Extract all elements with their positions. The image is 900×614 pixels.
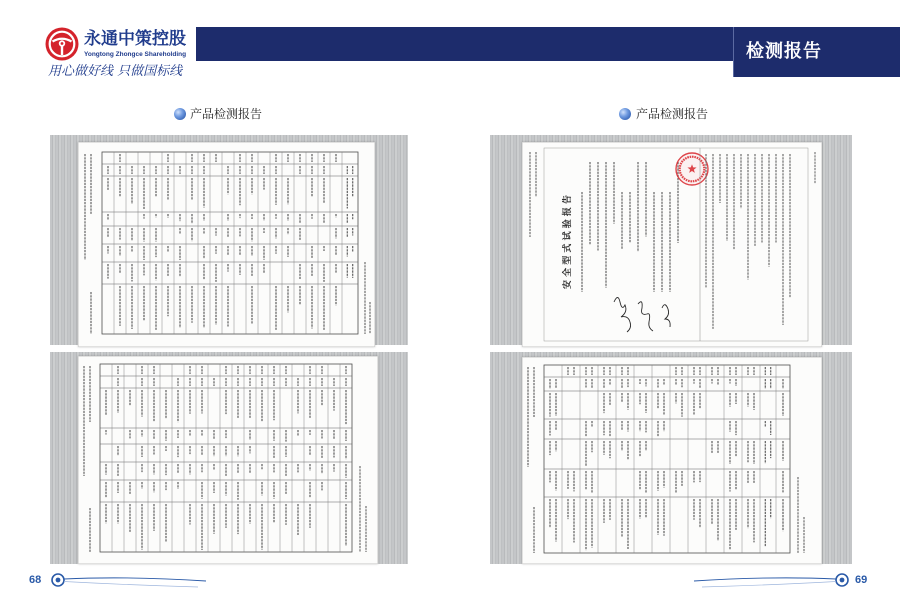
steering-wheel-logo-icon bbox=[45, 27, 79, 61]
test-report-scan-left-top bbox=[78, 142, 375, 347]
footer-line bbox=[64, 582, 198, 588]
paper-sheet bbox=[78, 142, 374, 346]
paper-sheet bbox=[522, 357, 821, 563]
brand-name-english: Yongtong Zhongce Shareholding bbox=[84, 51, 187, 58]
brand-name: 永通中策控股 bbox=[84, 29, 186, 49]
footer-dot bbox=[840, 578, 845, 583]
left-section-label: 产品检测报告 bbox=[190, 107, 263, 121]
certificate-title: 安 全 型 式 试 验 报 告 bbox=[563, 195, 573, 289]
test-report-scan-left-bottom bbox=[78, 356, 378, 564]
header-title-block bbox=[733, 27, 900, 77]
footer-swoosh-left bbox=[48, 568, 208, 592]
test-report-scan-right-bottom bbox=[522, 357, 822, 564]
footer-swoosh-right bbox=[692, 568, 852, 592]
paper-sheet bbox=[78, 356, 377, 563]
footer-line bbox=[694, 578, 836, 581]
footer-line bbox=[702, 582, 836, 588]
page-title: 检测报告 bbox=[746, 41, 822, 62]
section-bullet-icon bbox=[174, 108, 186, 120]
footer-line bbox=[64, 578, 206, 581]
page-number-right: 69 bbox=[855, 574, 868, 586]
footer-dot bbox=[56, 578, 61, 583]
safety-type-test-certificate-scan bbox=[522, 142, 822, 347]
page-number-left: 68 bbox=[29, 574, 42, 586]
right-section-label: 产品检测报告 bbox=[636, 107, 709, 121]
brand-slogan: 用心做好线 只做国标线 bbox=[48, 64, 183, 79]
brand-logo bbox=[45, 27, 79, 61]
section-bullet-icon bbox=[619, 108, 631, 120]
red-seal-stamp bbox=[676, 153, 708, 185]
